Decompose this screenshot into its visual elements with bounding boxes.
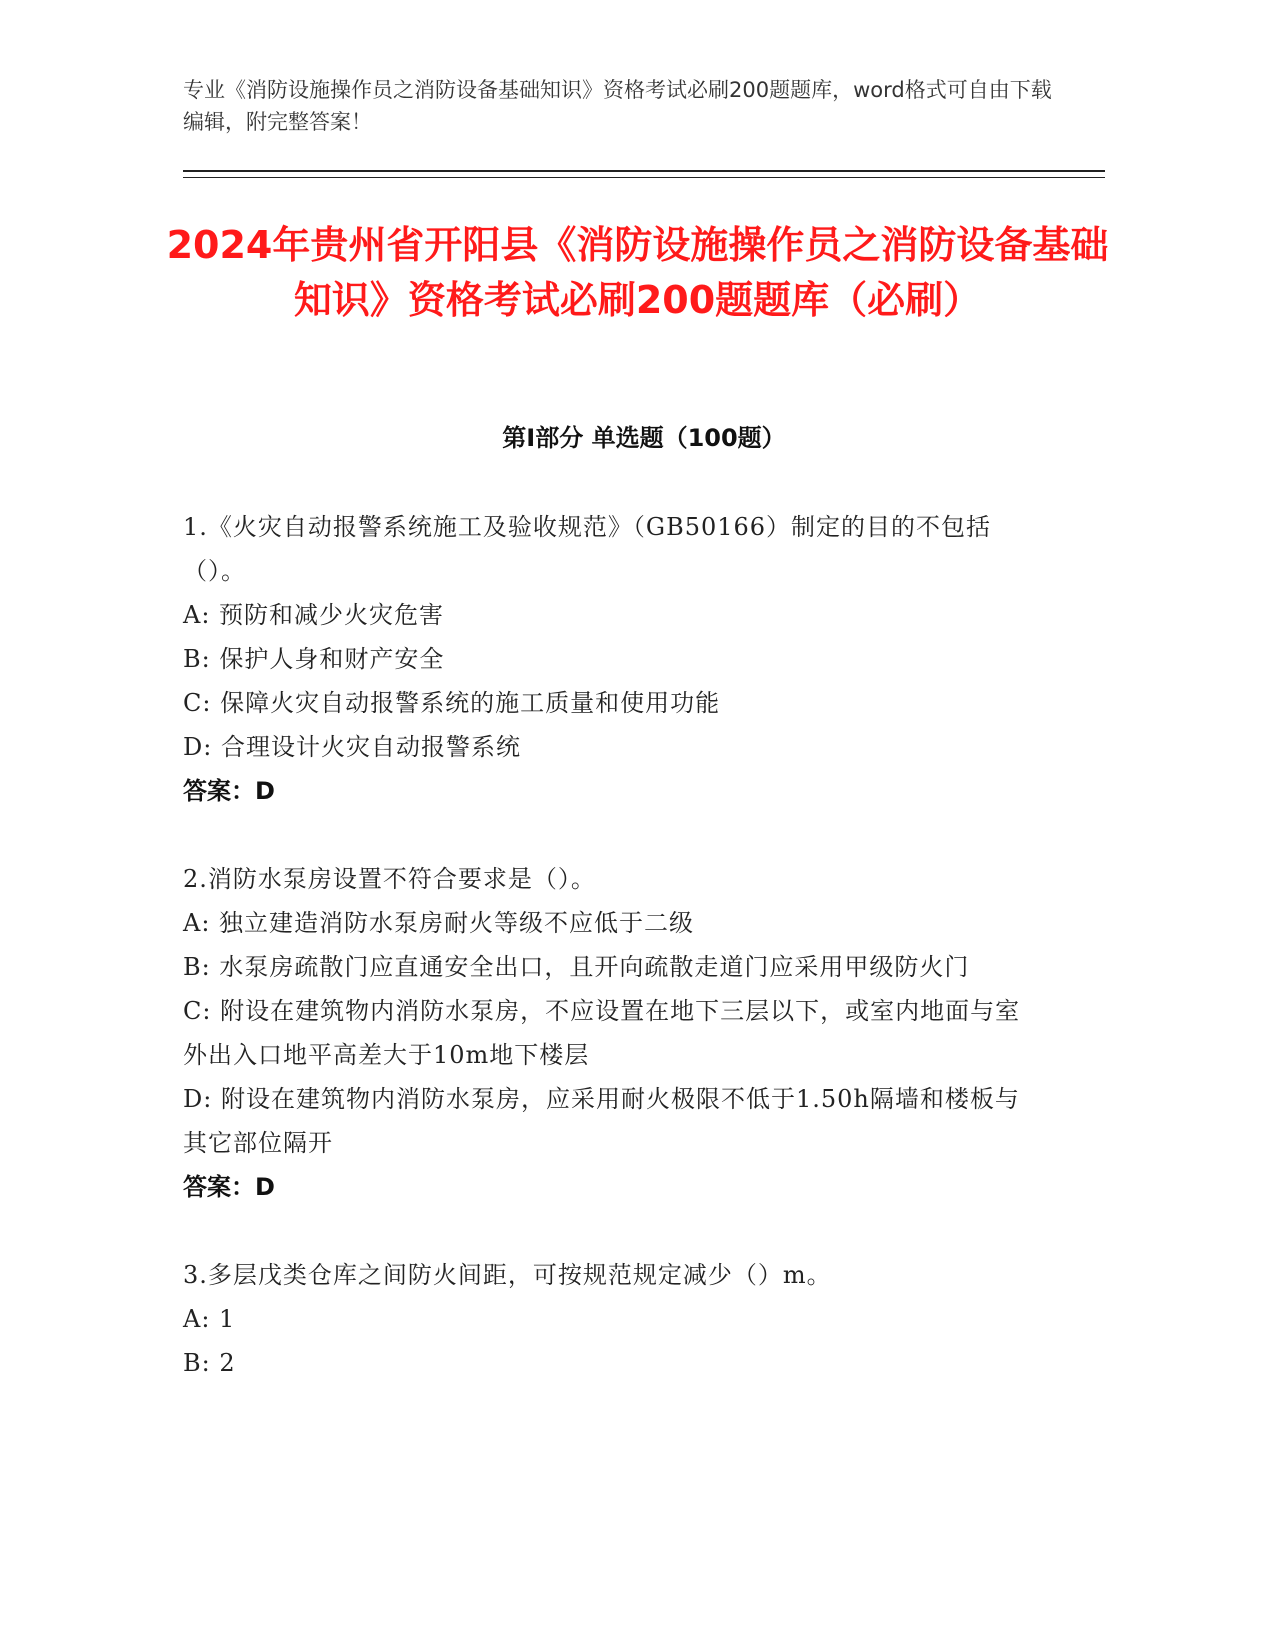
question-1 (183, 505, 1043, 813)
document-title: 2024年贵州省开阳县《消防设施操作员之消防设备基础知识》资格考试必刷200题题库（必刷） (166, 223, 1109, 322)
header-note: 专业《消防设施操作员之消防设备基础知识》资格考试必刷200题题库，word格式可自由下载编辑，附完整答案！ (183, 78, 1052, 134)
answer-label: 答案：D (183, 1173, 275, 1201)
header-divider-thick (183, 170, 1105, 172)
question-2 (183, 857, 1043, 1209)
question-stem: 3.多层戊类仓库之间防火间距，可按规范规定减少（）m。 (183, 1261, 832, 1289)
answer-label: 答案：D (183, 777, 275, 805)
option-b: B: 保护人身和财产安全 (183, 645, 445, 673)
question-list (183, 505, 1043, 1429)
question-3 (183, 1253, 1043, 1385)
question-stem: 1.《火灾自动报警系统施工及验收规范》（GB50166）制定的目的不包括（）。 (183, 513, 992, 585)
header-divider-thin (183, 177, 1105, 178)
option-a: A: 独立建造消防水泵房耐火等级不应低于二级 (183, 909, 695, 937)
question-stem: 2.消防水泵房设置不符合要求是（）。 (183, 865, 596, 893)
section-heading: 第Ⅰ部分 单选题（100题） (502, 424, 786, 452)
option-b: B: 水泵房疏散门应直通安全出口，且开向疏散走道门应采用甲级防火门 (183, 953, 970, 981)
option-d: D: 合理设计火灾自动报警系统 (183, 733, 521, 761)
option-d: D: 附设在建筑物内消防水泵房，应采用耐火极限不低于1.50h隔墙和楼板与其它部位隔开 (183, 1085, 1020, 1157)
option-c: C: 附设在建筑物内消防水泵房，不应设置在地下三层以下，或室内地面与室外出入口地平高差大于10m地下楼层 (183, 997, 1021, 1069)
option-c: C: 保障火灾自动报警系统的施工质量和使用功能 (183, 689, 721, 717)
option-b: B: 2 (183, 1349, 236, 1377)
option-a: A: 1 (183, 1305, 236, 1333)
option-a: A: 预防和减少火灾危害 (183, 601, 445, 629)
